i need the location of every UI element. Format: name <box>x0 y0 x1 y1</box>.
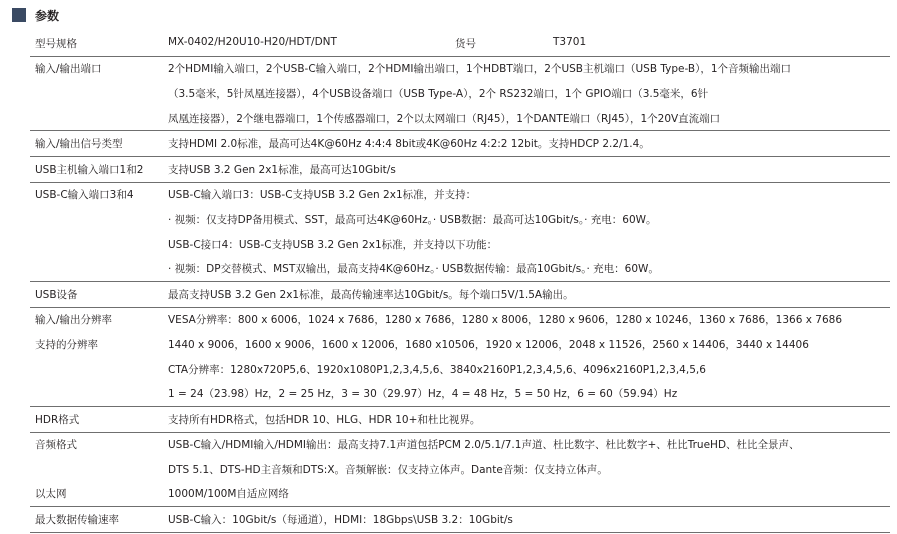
spec-value-line: DTS 5.1、DTS-HD主音频和DTS:X。音频解嵌：仅支持立体声。Dante音频：仅支持立体声。 <box>168 463 608 476</box>
spec-value-line: 1440 x 9006，1600 x 9006，1600 x 12006，1680 x10506，1920 x 12006，2048 x 11526，2560 x 14406，3440 x 14406 <box>168 338 809 351</box>
spec-row-resolution <box>30 308 890 407</box>
spec-label: 输入/输出分辨率 <box>35 314 113 327</box>
section-title: 参数 <box>35 8 60 23</box>
spec-label: USB设备 <box>35 288 78 301</box>
spec-label: USB主机输入端口1和2 <box>35 163 144 176</box>
spec-value-line: USB-C输入/HDMI输入/HDMI输出：最高支持7.1声道包括PCM 2.0/5.1/7.1声道、杜比数字、杜比数字+、杜比TrueHD、杜比全景声、 <box>168 439 800 452</box>
spec-value-line: 凤凰连接器），2个继电器端口，1个传感器端口，2个以太网端口（RJ45），1个DANTE端口（RJ45），1个20V直流端口 <box>168 112 721 125</box>
spec-row-audio-ethernet <box>30 433 890 508</box>
spec-row-max-rate <box>30 507 890 533</box>
spec-value-line: 2个HDMI输入端口，2个USB-C输入端口，2个HDMI输出端口，1个HDBT端口，2个USB主机端口（USB Type-B），1个音频输出端口 <box>168 63 792 76</box>
sku-label: 货号 <box>455 37 476 50</box>
spec-label: 音频格式 <box>35 439 77 452</box>
spec-value-line: USB-C输入：10Gbit/s（每通道），HDMI：18Gbps\USB 3.2：10Gbit/s <box>168 514 513 527</box>
spec-label: 以太网 <box>35 488 67 501</box>
spec-row-usb-device <box>30 282 890 308</box>
spec-row-hdr <box>30 407 890 433</box>
spec-label: 输入/输出信号类型 <box>35 138 123 151</box>
section-header <box>12 6 59 24</box>
spec-row-model <box>30 31 890 57</box>
spec-value-line: VESA分辨率：800 x 6006，1024 x 7686，1280 x 7686，1280 x 8006，1280 x 9606，1280 x 10246，1360 x 7686，1366 x 7686 <box>168 314 843 327</box>
spec-value-line: · 视频：仅支持DP备用模式、SST，最高可达4K@60Hz。· USB数据：最高可达10Gbit/s。· 充电：60W。 <box>168 213 657 226</box>
spec-label: 型号规格 <box>35 37 77 50</box>
spec-value-line: · 视频：DP交替模式、MST双输出，最高支持4K@60Hz。· USB数据传输：最高10Gbit/s。· 充电：60W。 <box>168 263 659 276</box>
spec-value-line: 1 = 24（23.98）Hz，2 = 25 Hz，3 = 30（29.97）Hz，4 = 48 Hz，5 = 50 Hz，6 = 60（59.94）Hz <box>168 388 678 401</box>
spec-value-line: CTA分辨率：1280x720P5,6、1920x1080P1,2,3,4,5,6、3840x2160P1,2,3,4,5,6、4096x2160P1,2,3,4,5,6 <box>168 363 706 376</box>
section-marker-icon <box>12 8 26 22</box>
spec-row-usb-host <box>30 157 890 183</box>
spec-table <box>30 31 890 533</box>
spec-label: 最大数据传输速率 <box>35 514 119 527</box>
spec-row-ports <box>30 57 890 132</box>
spec-label: 输入/输出端口 <box>35 63 102 76</box>
spec-value-line: 最高支持USB 3.2 Gen 2x1标准，最高传输速率达10Gbit/s。每个端口5V/1.5A输出。 <box>168 288 574 301</box>
spec-value-line: USB-C接口4：USB-C支持USB 3.2 Gen 2x1标准，并支持以下功能： <box>168 238 498 251</box>
spec-label: USB-C输入端口3和4 <box>35 189 134 202</box>
spec-value-line: 支持HDMI 2.0标准，最高可达4K@60Hz 4:4:4 8bit或4K@60Hz 4:2:2 12bit。支持HDCP 2.2/1.4。 <box>168 138 650 151</box>
spec-value-line: USB-C输入端口3：USB-C支持USB 3.2 Gen 2x1标准，并支持： <box>168 189 477 202</box>
spec-row-signal-type <box>30 131 890 157</box>
spec-value-line: 支持所有HDR格式，包括HDR 10、HLG、HDR 10+和杜比视界。 <box>168 413 481 426</box>
spec-value-line: （3.5毫米，5针凤凰连接器），4个USB设备端口（USB Type-A），2个 RS232端口，1个 GPIO端口（3.5毫米，6针 <box>168 87 709 100</box>
model-number: MX-0402/H20U10-H20/HDT/DNT <box>168 35 337 48</box>
spec-value-line: 1000M/100M自适应网络 <box>168 488 289 501</box>
spec-label: HDR格式 <box>35 413 80 426</box>
spec-value-line: 支持USB 3.2 Gen 2x1标准，最高可达10Gbit/s <box>168 163 396 176</box>
spec-row-usb-c <box>30 183 890 282</box>
sku-number: T3701 <box>553 35 587 48</box>
spec-label: 支持的分辨率 <box>35 338 98 351</box>
